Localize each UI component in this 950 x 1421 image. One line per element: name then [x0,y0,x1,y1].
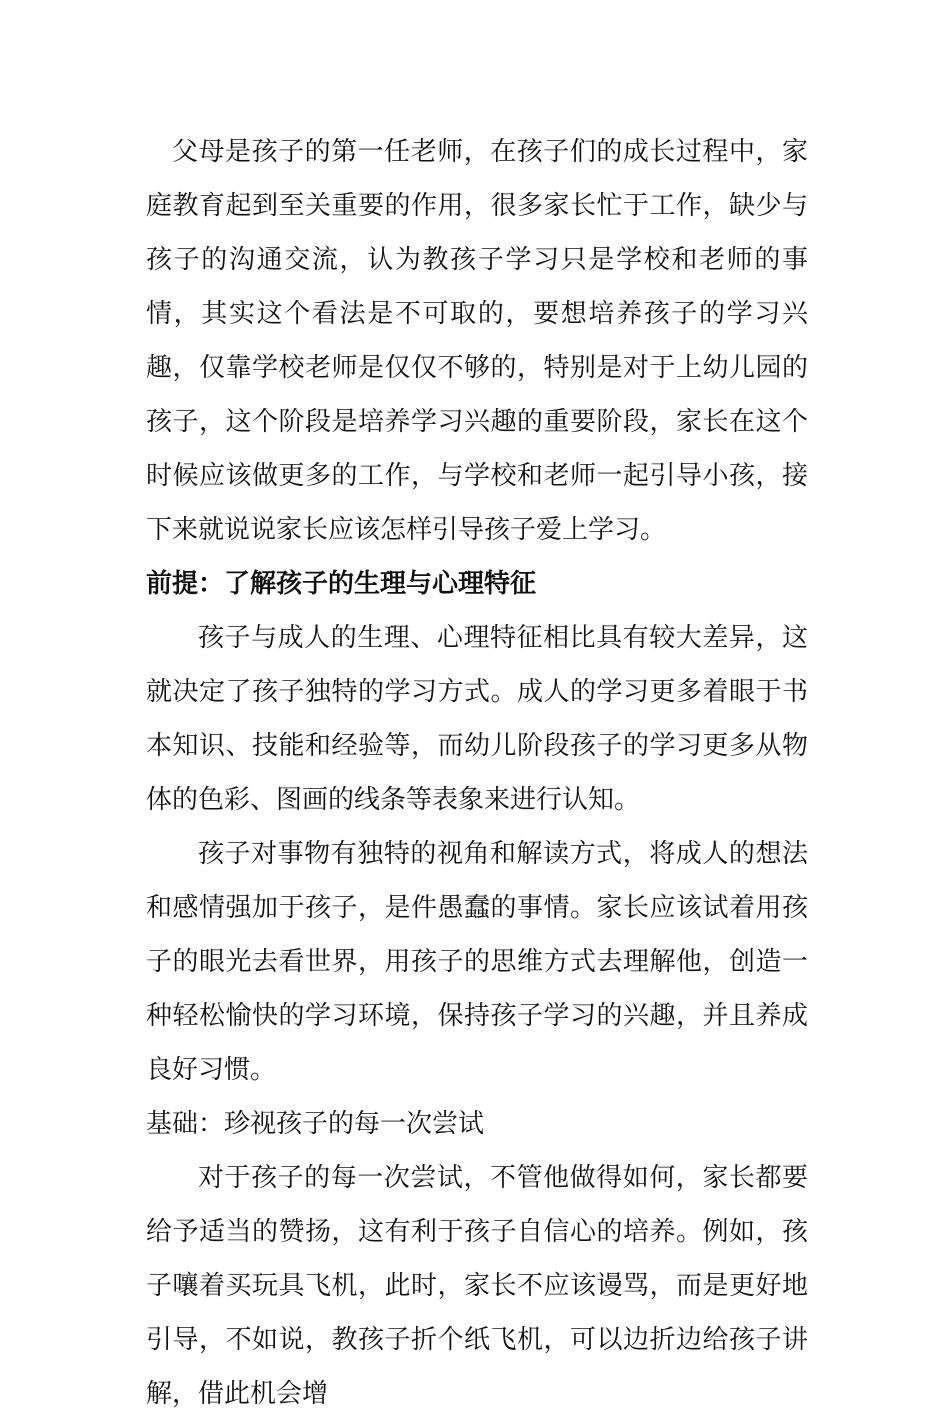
body-paragraph: 对于孩子的每一次尝试，不管他做得如何，家长都要给予适当的赞扬，这有利于孩子自信心的培养。例如，孩子嚷着买玩具飞机，此时，家长不应该谩骂，而是更好地引导，不如说，教孩子折个纸飞机，可以边折边给孩子讲解，借此机会增 [146,1163,808,1409]
document-page [146,125,808,1421]
body-paragraph: 孩子与成人的生理、心理特征相比具有较大差异，这就决定了孩子独特的学习方式。成人的学习更多着眼于书本知识、技能和经验等，而幼儿阶段孩子的学习更多从物体的色彩、图画的线条等表象来进行认知。 [146,623,808,815]
section-heading-premise: 前提：了解孩子的生理与心理特征 [146,569,537,599]
body-paragraph: 孩子对事物有独特的视角和解读方式，将成人的想法和感情强加于孩子，是件愚蠢的事情。家长应该试着用孩子的眼光去看世界，用孩子的思维方式去理解他，创造一种轻松愉快的学习环境，保持孩子学习的兴趣，并且养成良好习惯。 [146,839,808,1085]
section-heading-foundation: 基础：珍视孩子的每一次尝试 [146,1109,485,1139]
intro-paragraph: 父母是孩子的第一任老师，在孩子们的成长过程中，家庭教育起到至关重要的作用，很多家长忙于工作，缺少与孩子的沟通交流，认为教孩子学习只是学校和老师的事情，其实这个看法是不可取的，要想培养孩子的学习兴趣，仅靠学校老师是仅仅不够的，特别是对于上幼儿园的孩子，这个阶段是培养学习兴趣的重要阶段，家长在这个时候应该做更多的工作，与学校和老师一起引导小孩，接下来就说说家长应该怎样引导孩子爱上学习。 [146,137,808,545]
